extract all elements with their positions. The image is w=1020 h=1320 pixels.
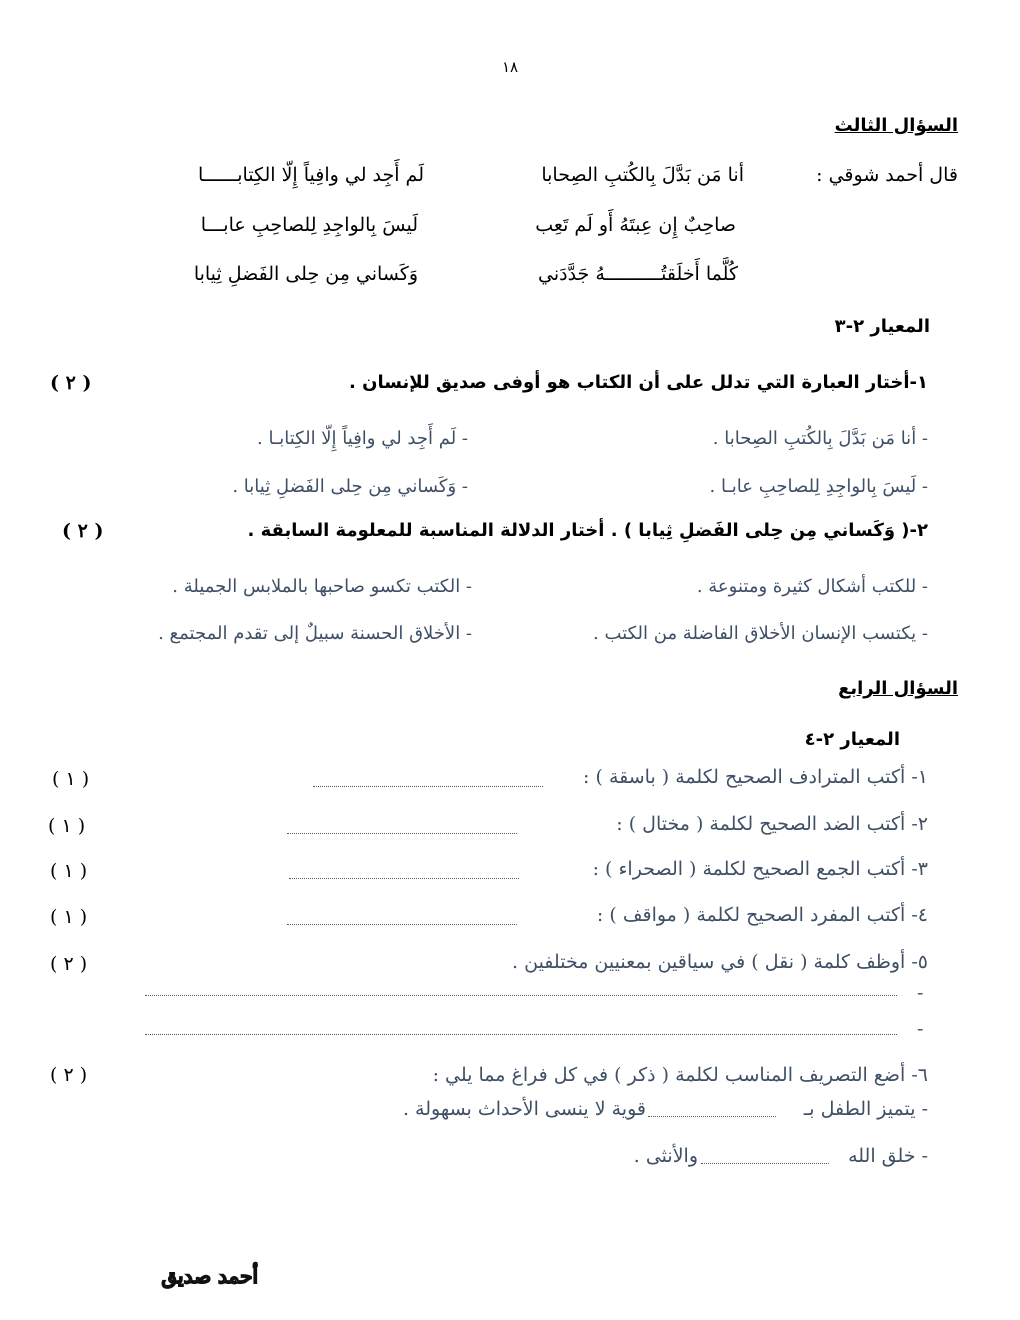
verse-1-first: أنا مَن بَدَّلَ بِالكُتبِ الصِحابا bbox=[541, 164, 744, 186]
verse-2-second: لَيسَ بِالواجِدِ لِلصاحِبِ عابـــا bbox=[200, 214, 418, 236]
verse-3-first: كُلَّما أَخلَقتُــــــــــهُ جَدَّدَني bbox=[537, 263, 738, 285]
q4-item5-line2-dash: - bbox=[917, 1018, 924, 1040]
q4-item6-mark: ( ٢ ) bbox=[50, 1064, 88, 1086]
page-number: ١٨ bbox=[501, 58, 519, 76]
q4-item6-fill1-start: - يتميز الطفل بـ bbox=[803, 1098, 928, 1120]
q4-item5-mark: ( ٢ ) bbox=[50, 953, 88, 975]
author-signature: أحمد صديق bbox=[161, 1264, 258, 1288]
q4-item2-text: ٢- أكتب الضد الصحيح لكلمة ( مختال ) : bbox=[616, 813, 928, 835]
q4-item1-text: ١- أكتب المترادف الصحيح لكلمة ( باسقة ) : bbox=[583, 766, 928, 788]
q3-item2-option-3[interactable]: - يكتسب الإنسان الأخلاق الفاضلة من الكتب . bbox=[593, 623, 928, 644]
q3-item1-mark: ( ٢ ) bbox=[50, 372, 92, 394]
q4-item3-answer-line[interactable] bbox=[289, 878, 519, 879]
q3-criterion: المعيار ٢-٣ bbox=[834, 316, 930, 337]
q3-item1-option-2[interactable]: - لَم أَجِد لي وافِياً إِلّا الكِتابـا . bbox=[257, 428, 468, 449]
q4-item2-answer-line[interactable] bbox=[287, 833, 517, 834]
verse-3-second: وَكَساني مِن حِلى الفَضلِ ثِيابا bbox=[193, 263, 418, 285]
q4-item3-text: ٣- أكتب الجمع الصحيح لكلمة ( الصحراء ) : bbox=[592, 858, 928, 880]
q4-item2-mark: ( ١ ) bbox=[48, 815, 86, 837]
q4-heading: السؤال الرابع bbox=[838, 678, 958, 699]
q4-item6-fill2-start: - خلق الله bbox=[848, 1145, 928, 1167]
q3-item2-option-4[interactable]: - الأخلاق الحسنة سبيلٌ إلى تقدم المجتمع . bbox=[158, 623, 472, 644]
q4-item6-fill1-blank[interactable] bbox=[648, 1116, 776, 1117]
q3-item1-option-3[interactable]: - لَيسَ بِالواجِدِ لِلصاحِبِ عابـا . bbox=[709, 476, 928, 497]
q4-item1-answer-line[interactable] bbox=[313, 786, 543, 787]
q3-heading: السؤال الثالث bbox=[834, 115, 958, 136]
q4-item4-text: ٤- أكتب المفرد الصحيح لكلمة ( مواقف ) : bbox=[596, 904, 928, 926]
q4-item5-text: ٥- أوظف كلمة ( نقل ) في سياقين بمعنيين مختلفين . bbox=[512, 951, 928, 973]
q4-item6-fill2-blank[interactable] bbox=[701, 1163, 829, 1164]
q3-item1-option-1[interactable]: - أنا مَن بَدَّلَ بِالكُتبِ الصِحابا . bbox=[712, 428, 928, 449]
q3-item2-text: ٢-( وَكَساني مِن حِلى الفَضلِ ثِيابا ) . أختار الدلالة المناسبة للمعلومة السابقة . bbox=[247, 520, 928, 541]
q4-item4-answer-line[interactable] bbox=[287, 924, 517, 925]
q4-item3-mark: ( ١ ) bbox=[50, 860, 88, 882]
q4-item5-line1-dash: - bbox=[917, 982, 924, 1004]
q4-item6-fill1-end: قوية لا ينسى الأحداث بسهولة . bbox=[402, 1098, 646, 1120]
q3-intro: قال أحمد شوقي : bbox=[816, 164, 958, 186]
q3-item2-mark: ( ٢ ) bbox=[62, 520, 104, 542]
q3-item1-text: ١-أختار العبارة التي تدلل على أن الكتاب هو أوفى صديق للإنسان . bbox=[348, 372, 928, 393]
q4-item1-mark: ( ١ ) bbox=[52, 768, 90, 790]
verse-1-second: لَم أَجِد لي وافِياً إِلّا الكِتابــــــا bbox=[198, 164, 424, 186]
q3-item2-option-1[interactable]: - للكتب أشكال كثيرة ومتنوعة . bbox=[696, 576, 928, 597]
q4-item6-text: ٦- أضع التصريف المناسب لكلمة ( ذكر ) في كل فراغ مما يلي : bbox=[432, 1064, 928, 1086]
verse-2-first: صاحِبٌ إِن عِبتَهُ أَو لَم تَعِب bbox=[535, 214, 736, 236]
q4-criterion: المعيار ٢-٤ bbox=[804, 729, 900, 750]
q4-item5-answer-line-1[interactable] bbox=[145, 995, 897, 996]
q4-item4-mark: ( ١ ) bbox=[50, 906, 88, 928]
q4-item5-answer-line-2[interactable] bbox=[145, 1034, 897, 1035]
q3-item1-option-4[interactable]: - وَكَساني مِن حِلى الفَضلِ ثِيابا . bbox=[232, 476, 468, 497]
q3-item2-option-2[interactable]: - الكتب تكسو صاحبها بالملابس الجميلة . bbox=[172, 576, 472, 597]
q4-item6-fill2-end: والأنثى . bbox=[633, 1145, 698, 1167]
